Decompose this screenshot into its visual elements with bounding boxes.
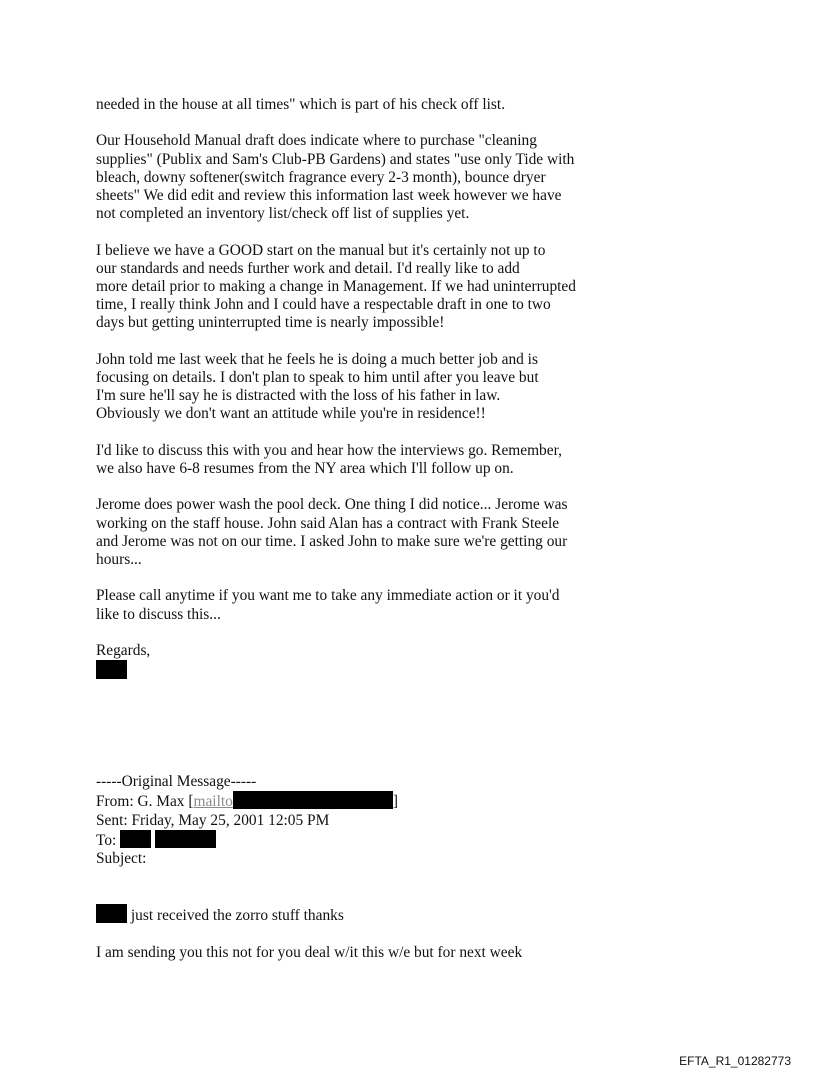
original-message-header	[96, 773, 616, 868]
original-message-divider: -----Original Message-----	[96, 773, 257, 791]
redaction-block	[155, 830, 216, 848]
from-label: From: G. Max [	[96, 793, 194, 811]
text-line: and Jerome was not on our time. I asked John to make sure we're getting our	[96, 532, 568, 550]
text-line: bleach, downy softener(switch fragrance every 2-3 month), bounce dryer	[96, 168, 546, 186]
text-line: more detail prior to making a change in Management. If we had uninterrupted	[96, 278, 576, 295]
mailto-link[interactable]: mailto	[193, 793, 233, 811]
closing-regards: Regards,	[96, 641, 151, 659]
text-line: hours...	[96, 551, 142, 568]
message-line-2: I am sending you this not for you deal w/it this w/e but for next week	[96, 943, 523, 961]
text-line: like to discuss this...	[96, 605, 221, 623]
text-line: we also have 6-8 resumes from the NY area which I'll follow up on.	[96, 460, 514, 477]
sent-line: Sent: Friday, May 25, 2001 12:05 PM	[96, 811, 330, 829]
text-line: I'm sure he'll say he is distracted with the loss of his father in law.	[96, 387, 501, 405]
subject-line: Subject:	[96, 850, 147, 867]
text-line: Obviously we don't want an attitude while you're in residence!!	[96, 405, 486, 423]
paragraph-2	[96, 132, 616, 223]
text-line: days but getting uninterrupted time is nearly impossible!	[96, 314, 445, 332]
redaction-block	[96, 660, 127, 679]
text-line: Our Household Manual draft does indicate where to purchase "cleaning	[96, 132, 537, 150]
paragraph-1	[96, 96, 616, 114]
signature-redaction	[96, 660, 616, 680]
paragraph-6	[96, 496, 616, 569]
message-line-1	[96, 904, 616, 925]
redaction-block	[233, 791, 393, 809]
text-line: Please call anytime if you want me to take any immediate action or it you'd	[96, 587, 560, 605]
paragraph-7	[96, 587, 616, 623]
text-line: our standards and needs further work and detail. I'd really like to add	[96, 259, 520, 277]
email-document	[96, 96, 616, 962]
text-line: I believe we have a GOOD start on the manual but it's certainly not up to	[96, 241, 546, 259]
from-close-bracket: ]	[392, 793, 398, 811]
text-line: focusing on details. I don't plan to speak to him until after you leave but	[96, 369, 539, 386]
text-line: I'd like to discuss this with you and hear how the interviews go. Remember,	[96, 441, 562, 459]
text-line: working on the staff house. John said Alan has a contract with Frank Steele	[96, 514, 560, 532]
redaction-block	[120, 830, 151, 848]
text-line: Jerome does power wash the pool deck. One thing I did notice... Jerome was	[96, 496, 568, 514]
redaction-block	[96, 904, 127, 923]
text-line: not completed an inventory list/check off list of supplies yet.	[96, 205, 470, 223]
to-line	[96, 830, 616, 850]
text-line: needed in the house at all times" which is part of his check off list.	[96, 96, 506, 113]
to-label: To:	[96, 831, 117, 849]
text-line: John told me last week that he feels he is doing a much better job and is	[96, 350, 538, 368]
paragraph-3	[96, 242, 616, 333]
bates-number: EFTA_R1_01282773	[679, 1054, 791, 1068]
text-line: sheets" We did edit and review this information last week however we have	[96, 187, 562, 204]
from-line	[96, 791, 616, 811]
text-line: supplies" (Publix and Sam's Club-PB Gardens) and states "use only Tide with	[96, 150, 575, 168]
message-text: just received the zorro stuff thanks	[130, 907, 344, 925]
paragraph-4	[96, 351, 616, 424]
paragraph-5	[96, 442, 616, 478]
text-line: time, I really think John and I could have a respectable draft in one to two	[96, 296, 551, 314]
